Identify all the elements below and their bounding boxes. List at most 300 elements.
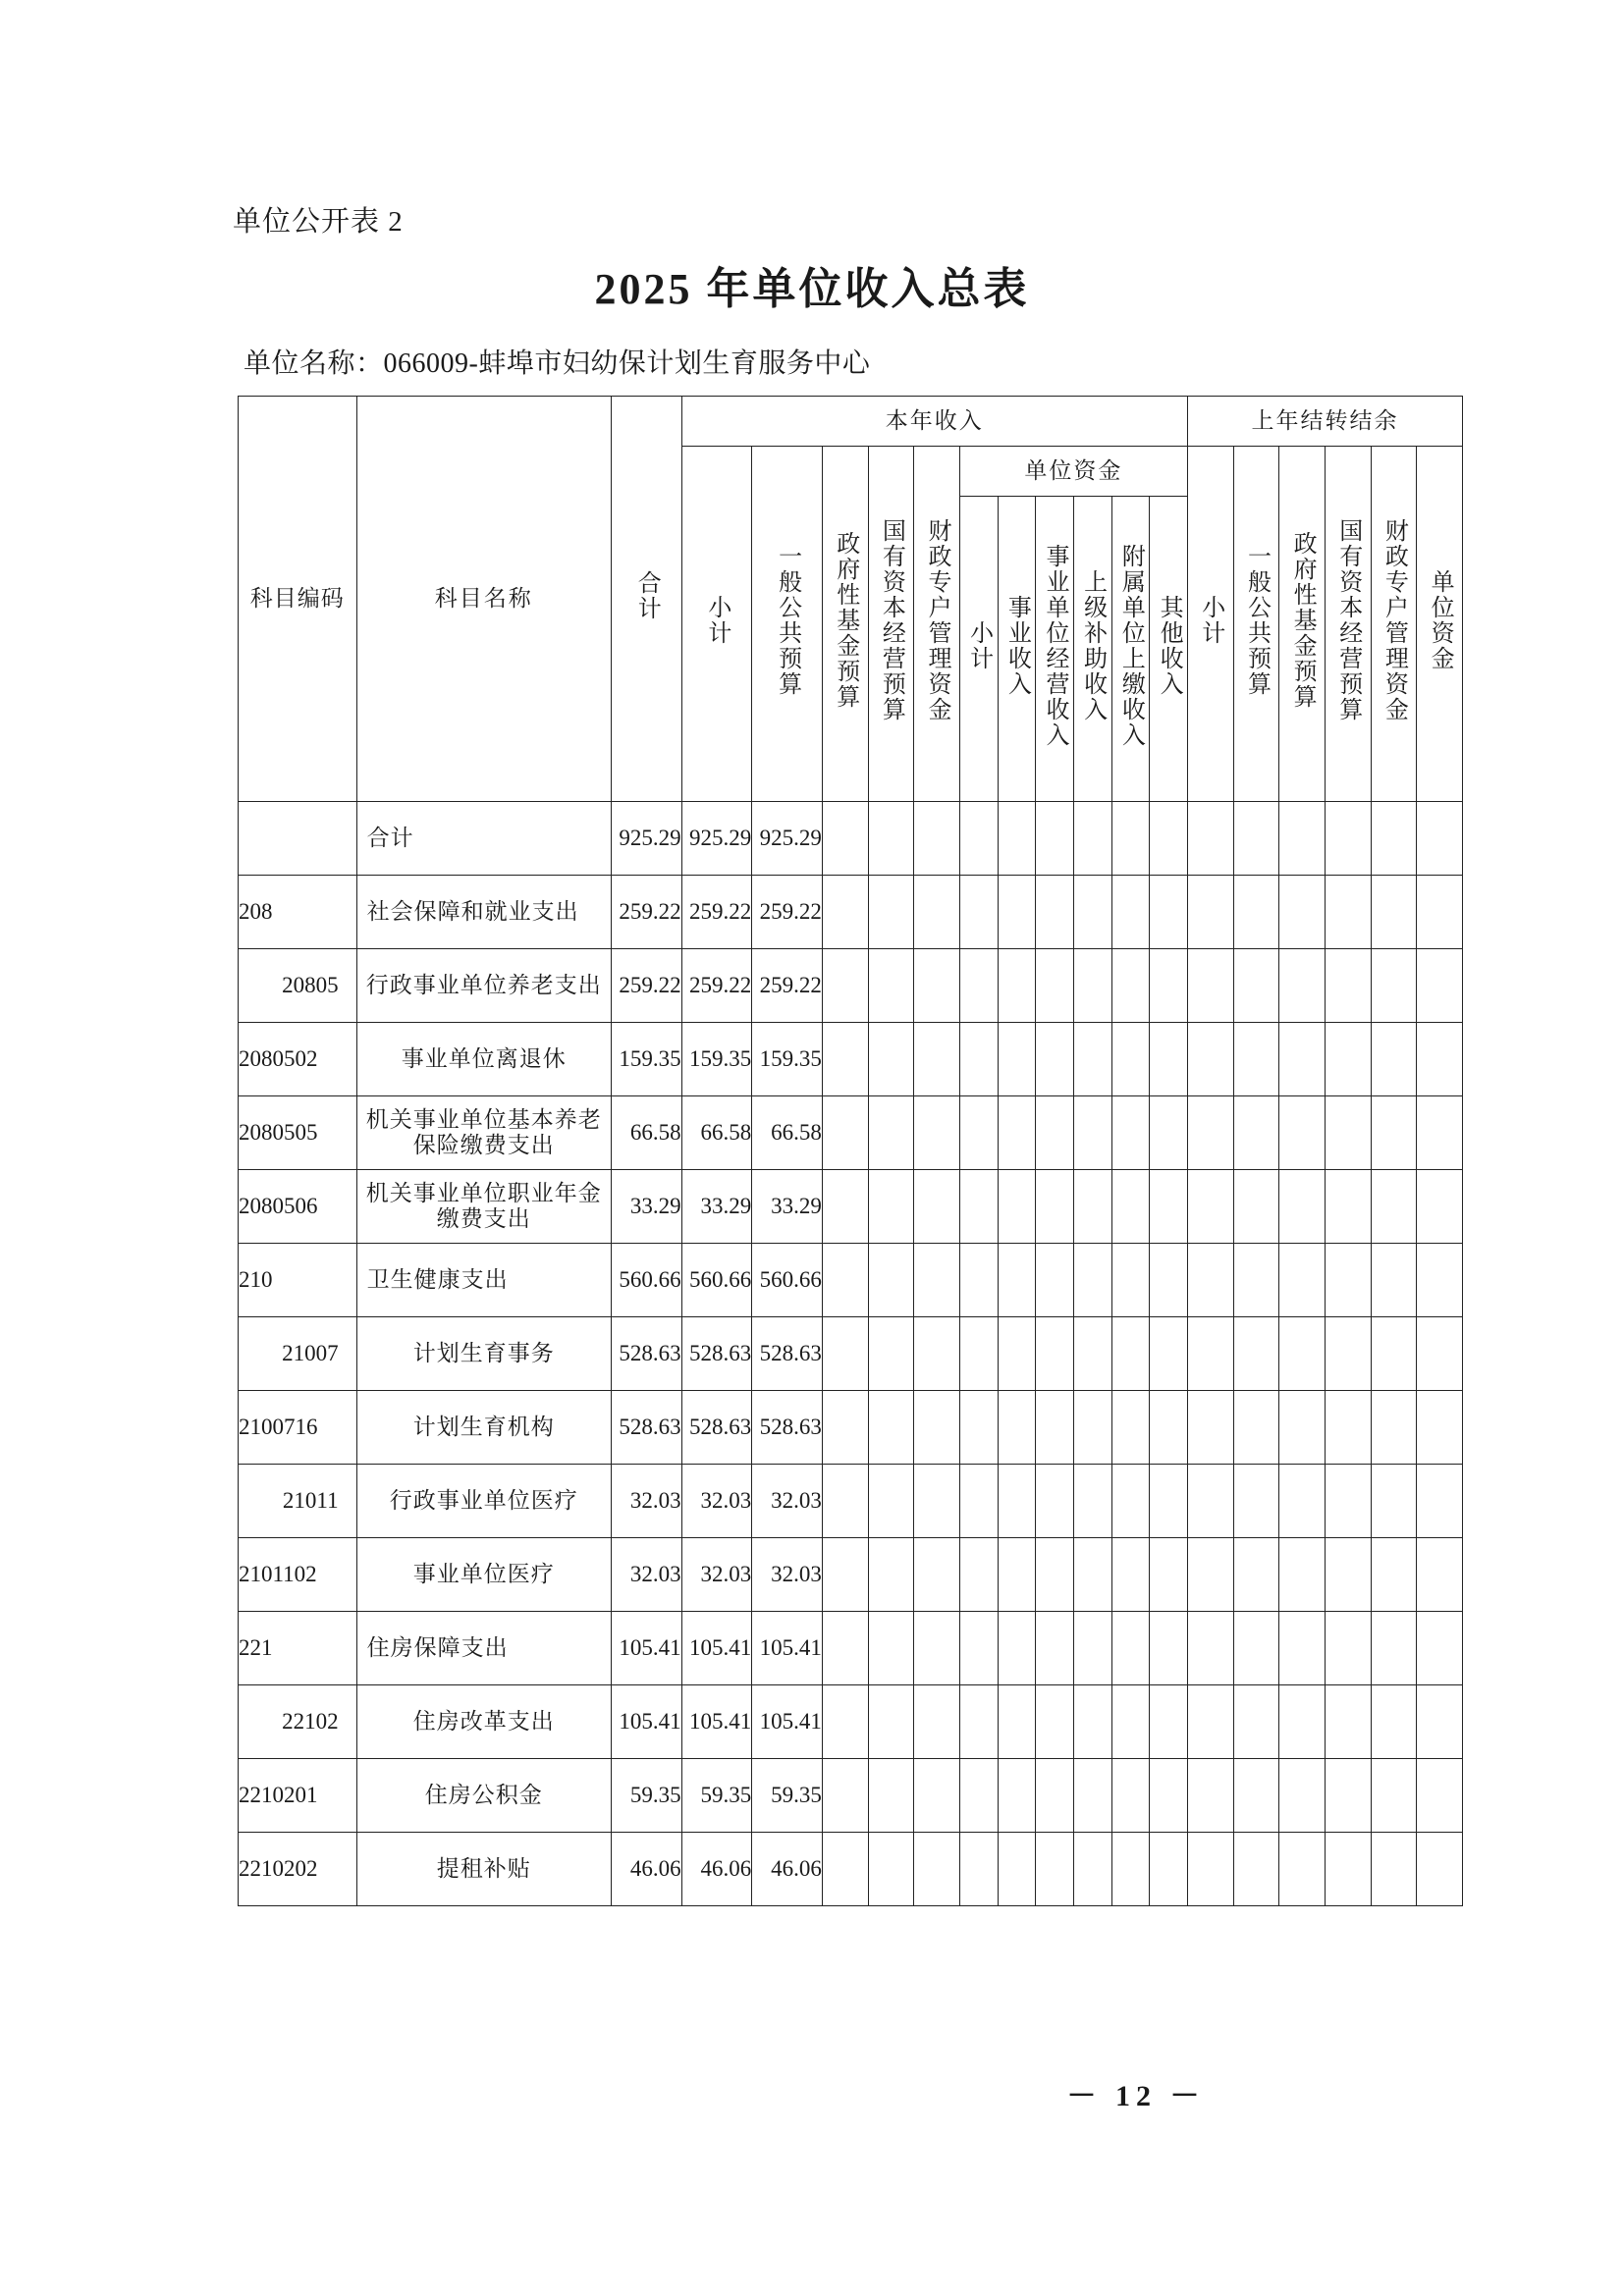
cell-cy-general-public-budget: 159.35 [752,1023,823,1096]
cell-subject-name: 行政事业单位医疗 [356,1465,611,1538]
header-uf-superior-subsidy-income-label: 上级补助收入 [1079,568,1106,722]
cell-py-subtotal [1187,1023,1233,1096]
cell-subject-name: 住房保障支出 [356,1612,611,1685]
cell-cy-state-capital-budget [868,802,914,876]
cell-subject-code: 210 [239,1244,357,1317]
cell-cy-subtotal: 105.41 [681,1612,752,1685]
cell-py-gov-fund-budget [1279,876,1326,949]
cell-py-fiscal-account-funds [1371,1833,1417,1906]
cell-uf-subordinate-remit-income [1111,1096,1150,1170]
header-subject-name: 科目名称 [356,397,611,802]
cell-cy-gov-fund-budget [822,1612,868,1685]
cell-py-subtotal [1187,949,1233,1023]
cell-uf-subordinate-remit-income [1111,1612,1150,1685]
cell-cy-fiscal-account-funds [914,876,960,949]
cell-py-unit-funds [1417,1096,1463,1170]
cell-py-state-capital-budget [1325,1023,1371,1096]
cell-py-general-public-budget [1233,1685,1279,1759]
cell-py-general-public-budget [1233,1759,1279,1833]
cell-cy-fiscal-account-funds [914,1317,960,1391]
cell-uf-superior-subsidy-income [1073,1317,1111,1391]
cell-uf-business-income [998,802,1036,876]
cell-subject-code: 20805 [239,949,357,1023]
cell-cy-state-capital-budget [868,1759,914,1833]
cell-uf-subtotal [959,1465,998,1538]
cell-py-unit-funds [1417,1612,1463,1685]
table-body [239,802,1463,1906]
budget-table [238,396,1463,1906]
cell-uf-business-income [998,1391,1036,1465]
cell-subject-code: 2210202 [239,1833,357,1906]
cell-total: 105.41 [611,1612,681,1685]
table-row [239,949,1463,1023]
cell-py-gov-fund-budget [1279,1096,1326,1170]
table-row [239,1244,1463,1317]
cell-py-general-public-budget [1233,802,1279,876]
cell-cy-general-public-budget: 59.35 [752,1759,823,1833]
cell-cy-gov-fund-budget [822,1244,868,1317]
header-uf-subtotal [959,497,998,802]
cell-subject-name: 社会保障和就业支出 [356,876,611,949]
table-row [239,1612,1463,1685]
cell-py-subtotal [1187,1170,1233,1244]
cell-cy-fiscal-account-funds [914,1685,960,1759]
cell-py-state-capital-budget [1325,1244,1371,1317]
cell-cy-subtotal: 528.63 [681,1391,752,1465]
cell-py-state-capital-budget [1325,1833,1371,1906]
cell-uf-subordinate-remit-income [1111,1170,1150,1244]
cell-uf-business-income [998,876,1036,949]
cell-py-state-capital-budget [1325,1170,1371,1244]
cell-total: 32.03 [611,1465,681,1538]
cell-py-subtotal [1187,1317,1233,1391]
cell-uf-other-income [1150,876,1188,949]
cell-uf-superior-subsidy-income [1073,1023,1111,1096]
cell-uf-other-income [1150,1685,1188,1759]
cell-uf-superior-subsidy-income [1073,1538,1111,1612]
cell-uf-business-income [998,1170,1036,1244]
cell-cy-gov-fund-budget [822,949,868,1023]
header-cy-subtotal-label: 小计 [703,595,730,647]
cell-uf-business-operating-income [1036,1096,1074,1170]
cell-py-fiscal-account-funds [1371,1096,1417,1170]
cell-subject-code: 2080502 [239,1023,357,1096]
cell-cy-state-capital-budget [868,1465,914,1538]
cell-py-fiscal-account-funds [1371,1170,1417,1244]
cell-py-fiscal-account-funds [1371,802,1417,876]
cell-uf-subtotal [959,1096,998,1170]
header-py-general-public-budget [1233,447,1279,802]
cell-py-general-public-budget [1233,1391,1279,1465]
cell-cy-state-capital-budget [868,1538,914,1612]
cell-py-state-capital-budget [1325,1538,1371,1612]
cell-total: 33.29 [611,1170,681,1244]
header-total [611,397,681,802]
cell-py-gov-fund-budget [1279,1317,1326,1391]
cell-cy-subtotal: 259.22 [681,876,752,949]
cell-cy-subtotal: 560.66 [681,1244,752,1317]
cell-uf-subtotal [959,1023,998,1096]
cell-py-gov-fund-budget [1279,1465,1326,1538]
cell-py-state-capital-budget [1325,1391,1371,1465]
page-footer [0,2071,1624,2114]
cell-uf-superior-subsidy-income [1073,949,1111,1023]
budget-table-container [238,396,1463,1906]
cell-cy-gov-fund-budget [822,1685,868,1759]
cell-total: 528.63 [611,1317,681,1391]
cell-uf-other-income [1150,1244,1188,1317]
cell-subject-name: 计划生育事务 [356,1317,611,1391]
cell-py-fiscal-account-funds [1371,1023,1417,1096]
header-cy-state-capital-budget-label: 国有资本经营预算 [878,518,904,723]
cell-uf-other-income [1150,1538,1188,1612]
header-py-subtotal-label: 小计 [1197,595,1223,647]
cell-py-gov-fund-budget [1279,1685,1326,1759]
cell-py-subtotal [1187,1759,1233,1833]
cell-uf-subordinate-remit-income [1111,1538,1150,1612]
cell-py-gov-fund-budget [1279,1170,1326,1244]
cell-uf-superior-subsidy-income [1073,1096,1111,1170]
cell-py-subtotal [1187,876,1233,949]
table-head [239,397,1463,802]
cell-uf-other-income [1150,802,1188,876]
cell-uf-other-income [1150,1612,1188,1685]
cell-uf-subtotal [959,1244,998,1317]
cell-py-unit-funds [1417,1244,1463,1317]
cell-subject-code: 221 [239,1612,357,1685]
cell-subject-name: 事业单位医疗 [356,1538,611,1612]
header-py-fiscal-account-funds [1371,447,1417,802]
cell-cy-subtotal: 159.35 [681,1023,752,1096]
header-cy-general-public-budget-label: 一般公共预算 [774,544,800,698]
page-number: － 12 － [1066,2080,1206,2112]
cell-cy-fiscal-account-funds [914,1096,960,1170]
cell-uf-other-income [1150,1391,1188,1465]
cell-py-gov-fund-budget [1279,1023,1326,1096]
cell-total: 259.22 [611,876,681,949]
cell-cy-general-public-budget: 259.22 [752,876,823,949]
cell-uf-subordinate-remit-income [1111,876,1150,949]
header-uf-business-income [998,497,1036,802]
cell-uf-superior-subsidy-income [1073,802,1111,876]
cell-cy-gov-fund-budget [822,876,868,949]
cell-cy-general-public-budget: 528.63 [752,1391,823,1465]
cell-py-unit-funds [1417,1538,1463,1612]
cell-subject-name: 住房改革支出 [356,1685,611,1759]
cell-cy-fiscal-account-funds [914,1538,960,1612]
cell-cy-subtotal: 105.41 [681,1685,752,1759]
cell-cy-state-capital-budget [868,1391,914,1465]
cell-uf-business-income [998,1833,1036,1906]
cell-cy-general-public-budget: 528.63 [752,1317,823,1391]
cell-uf-subtotal [959,1317,998,1391]
cell-uf-business-income [998,1096,1036,1170]
cell-cy-subtotal: 33.29 [681,1170,752,1244]
cell-uf-business-income [998,1317,1036,1391]
cell-py-state-capital-budget [1325,1759,1371,1833]
cell-py-fiscal-account-funds [1371,1685,1417,1759]
cell-subject-code: 2080505 [239,1096,357,1170]
cell-cy-subtotal: 46.06 [681,1833,752,1906]
header-uf-business-operating-income [1036,497,1074,802]
cell-uf-superior-subsidy-income [1073,1244,1111,1317]
cell-py-general-public-budget [1233,1244,1279,1317]
cell-cy-state-capital-budget [868,1023,914,1096]
cell-cy-state-capital-budget [868,1685,914,1759]
cell-py-unit-funds [1417,1023,1463,1096]
cell-uf-subtotal [959,1391,998,1465]
cell-py-gov-fund-budget [1279,1759,1326,1833]
cell-py-state-capital-budget [1325,1685,1371,1759]
header-unit-funds: 单位资金 [959,447,1187,497]
cell-uf-other-income [1150,1465,1188,1538]
cell-py-state-capital-budget [1325,1612,1371,1685]
cell-uf-business-operating-income [1036,1538,1074,1612]
cell-py-fiscal-account-funds [1371,1244,1417,1317]
cell-uf-superior-subsidy-income [1073,1612,1111,1685]
cell-cy-state-capital-budget [868,1317,914,1391]
cell-cy-general-public-budget: 925.29 [752,802,823,876]
header-uf-subtotal-label: 小计 [965,619,992,671]
cell-total: 159.35 [611,1023,681,1096]
cell-py-general-public-budget [1233,1612,1279,1685]
table-row [239,1391,1463,1465]
header-py-gov-fund-budget [1279,447,1326,802]
cell-uf-business-operating-income [1036,1244,1074,1317]
cell-uf-business-operating-income [1036,1685,1074,1759]
cell-py-fiscal-account-funds [1371,949,1417,1023]
cell-subject-name: 住房公积金 [356,1759,611,1833]
cell-uf-subtotal [959,949,998,1023]
cell-py-subtotal [1187,1244,1233,1317]
cell-py-unit-funds [1417,1317,1463,1391]
table-row [239,1317,1463,1391]
cell-uf-business-operating-income [1036,1391,1074,1465]
cell-cy-state-capital-budget [868,1170,914,1244]
cell-py-fiscal-account-funds [1371,1759,1417,1833]
cell-py-general-public-budget [1233,949,1279,1023]
header-row-groups [239,397,1463,447]
header-total-label: 合计 [633,569,660,621]
cell-py-fiscal-account-funds [1371,1465,1417,1538]
cell-uf-superior-subsidy-income [1073,876,1111,949]
cell-cy-gov-fund-budget [822,1538,868,1612]
cell-subject-code: 2080506 [239,1170,357,1244]
cell-uf-other-income [1150,1759,1188,1833]
header-cy-state-capital-budget [868,447,914,802]
cell-subject-name: 机关事业单位职业年金缴费支出 [356,1170,611,1244]
cell-cy-gov-fund-budget [822,1465,868,1538]
header-uf-subordinate-remit-income [1111,497,1150,802]
cell-uf-other-income [1150,1023,1188,1096]
cell-subject-name: 合计 [356,802,611,876]
cell-py-unit-funds [1417,1759,1463,1833]
cell-uf-business-income [998,949,1036,1023]
cell-py-unit-funds [1417,876,1463,949]
cell-cy-general-public-budget: 259.22 [752,949,823,1023]
cell-py-unit-funds [1417,949,1463,1023]
cell-uf-subordinate-remit-income [1111,1391,1150,1465]
cell-py-general-public-budget [1233,1170,1279,1244]
table-row [239,1170,1463,1244]
table-row [239,1685,1463,1759]
cell-uf-superior-subsidy-income [1073,1170,1111,1244]
page-title: 2025 年单位收入总表 [594,265,1030,313]
cell-uf-other-income [1150,949,1188,1023]
header-uf-superior-subsidy-income [1073,497,1111,802]
cell-uf-other-income [1150,1096,1188,1170]
cell-total: 259.22 [611,949,681,1023]
cell-cy-state-capital-budget [868,876,914,949]
cell-uf-superior-subsidy-income [1073,1833,1111,1906]
cell-cy-general-public-budget: 66.58 [752,1096,823,1170]
cell-cy-state-capital-budget [868,1244,914,1317]
cell-py-state-capital-budget [1325,1096,1371,1170]
table-row [239,1538,1463,1612]
cell-cy-state-capital-budget [868,1612,914,1685]
cell-subject-code: 2101102 [239,1538,357,1612]
header-subject-code: 科目编码 [239,397,357,802]
cell-py-unit-funds [1417,1465,1463,1538]
header-uf-other-income-label: 其他收入 [1156,594,1182,697]
cell-py-general-public-budget [1233,1023,1279,1096]
table-row [239,1759,1463,1833]
cell-cy-subtotal: 32.03 [681,1538,752,1612]
header-uf-business-operating-income-label: 事业单位经营收入 [1042,543,1067,748]
cell-uf-business-operating-income [1036,1465,1074,1538]
cell-uf-business-income [998,1538,1036,1612]
cell-py-subtotal [1187,1833,1233,1906]
cell-py-unit-funds [1417,1685,1463,1759]
cell-cy-general-public-budget: 32.03 [752,1465,823,1538]
header-prior-year-carryover: 上年结转结余 [1187,397,1462,447]
cell-cy-state-capital-budget [868,1833,914,1906]
cell-py-unit-funds [1417,802,1463,876]
cell-total: 105.41 [611,1685,681,1759]
cell-uf-business-operating-income [1036,1759,1074,1833]
cell-py-general-public-budget [1233,1833,1279,1906]
cell-uf-business-income [998,1023,1036,1096]
cell-total: 32.03 [611,1538,681,1612]
header-py-state-capital-budget-label: 国有资本经营预算 [1334,518,1361,723]
cell-uf-subtotal [959,1833,998,1906]
cell-cy-fiscal-account-funds [914,1759,960,1833]
cell-cy-gov-fund-budget [822,1096,868,1170]
cell-subject-code: 2210201 [239,1759,357,1833]
cell-py-unit-funds [1417,1391,1463,1465]
table-row [239,802,1463,876]
header-py-fiscal-account-funds-label: 财政专户管理资金 [1380,518,1407,723]
table-row [239,1096,1463,1170]
cell-subject-name: 机关事业单位基本养老保险缴费支出 [356,1096,611,1170]
cell-uf-subtotal [959,802,998,876]
cell-cy-gov-fund-budget [822,1170,868,1244]
cell-uf-superior-subsidy-income [1073,1465,1111,1538]
cell-py-gov-fund-budget [1279,1244,1326,1317]
header-uf-other-income [1150,497,1188,802]
cell-py-unit-funds [1417,1833,1463,1906]
header-uf-business-income-label: 事业收入 [1003,594,1030,697]
cell-cy-fiscal-account-funds [914,1391,960,1465]
cell-uf-business-operating-income [1036,876,1074,949]
cell-py-state-capital-budget [1325,949,1371,1023]
cell-py-state-capital-budget [1325,1317,1371,1391]
cell-uf-other-income [1150,1317,1188,1391]
header-py-state-capital-budget [1325,447,1371,802]
cell-py-fiscal-account-funds [1371,1612,1417,1685]
cell-uf-business-income [998,1465,1036,1538]
header-py-unit-funds-label: 单位资金 [1427,569,1453,672]
cell-uf-business-operating-income [1036,1612,1074,1685]
cell-uf-subtotal [959,1538,998,1612]
cell-uf-superior-subsidy-income [1073,1759,1111,1833]
cell-subject-code: 21011 [239,1465,357,1538]
cell-py-fiscal-account-funds [1371,876,1417,949]
header-py-subtotal [1187,447,1233,802]
cell-cy-subtotal: 66.58 [681,1096,752,1170]
cell-uf-subordinate-remit-income [1111,1244,1150,1317]
cell-uf-subordinate-remit-income [1111,1465,1150,1538]
header-current-year-income: 本年收入 [681,397,1187,447]
header-py-gov-fund-budget-label: 政府性基金预算 [1289,531,1316,711]
cell-cy-general-public-budget: 105.41 [752,1685,823,1759]
cell-cy-gov-fund-budget [822,1833,868,1906]
cell-total: 925.29 [611,802,681,876]
cell-cy-state-capital-budget [868,949,914,1023]
cell-cy-fiscal-account-funds [914,949,960,1023]
table-row [239,1833,1463,1906]
cell-uf-superior-subsidy-income [1073,1685,1111,1759]
header-cy-gov-fund-budget [822,447,868,802]
cell-py-subtotal [1187,1538,1233,1612]
cell-py-state-capital-budget [1325,876,1371,949]
cell-cy-gov-fund-budget [822,1023,868,1096]
cell-cy-fiscal-account-funds [914,1244,960,1317]
cell-uf-other-income [1150,1833,1188,1906]
cell-total: 46.06 [611,1833,681,1906]
cell-py-subtotal [1187,1465,1233,1538]
cell-uf-subtotal [959,1612,998,1685]
cell-uf-subtotal [959,1685,998,1759]
header-py-general-public-budget-label: 一般公共预算 [1243,544,1270,698]
cell-uf-subordinate-remit-income [1111,949,1150,1023]
cell-py-general-public-budget [1233,1465,1279,1538]
cell-cy-gov-fund-budget [822,802,868,876]
cell-uf-business-income [998,1685,1036,1759]
cell-py-fiscal-account-funds [1371,1538,1417,1612]
header-py-unit-funds [1417,447,1463,802]
cell-uf-subordinate-remit-income [1111,1023,1150,1096]
cell-cy-fiscal-account-funds [914,1170,960,1244]
cell-subject-code: 22102 [239,1685,357,1759]
cell-py-general-public-budget [1233,1317,1279,1391]
cell-py-gov-fund-budget [1279,1612,1326,1685]
cell-cy-general-public-budget: 33.29 [752,1170,823,1244]
cell-uf-subordinate-remit-income [1111,1317,1150,1391]
cell-uf-subordinate-remit-income [1111,802,1150,876]
cell-subject-code: 21007 [239,1317,357,1391]
cell-py-subtotal [1187,802,1233,876]
cell-cy-general-public-budget: 32.03 [752,1538,823,1612]
cell-cy-fiscal-account-funds [914,1612,960,1685]
cell-py-state-capital-budget [1325,1465,1371,1538]
cell-uf-business-income [998,1612,1036,1685]
cell-cy-fiscal-account-funds [914,1465,960,1538]
cell-uf-other-income [1150,1170,1188,1244]
cell-py-gov-fund-budget [1279,1833,1326,1906]
cell-py-gov-fund-budget [1279,1538,1326,1612]
cell-py-unit-funds [1417,1170,1463,1244]
